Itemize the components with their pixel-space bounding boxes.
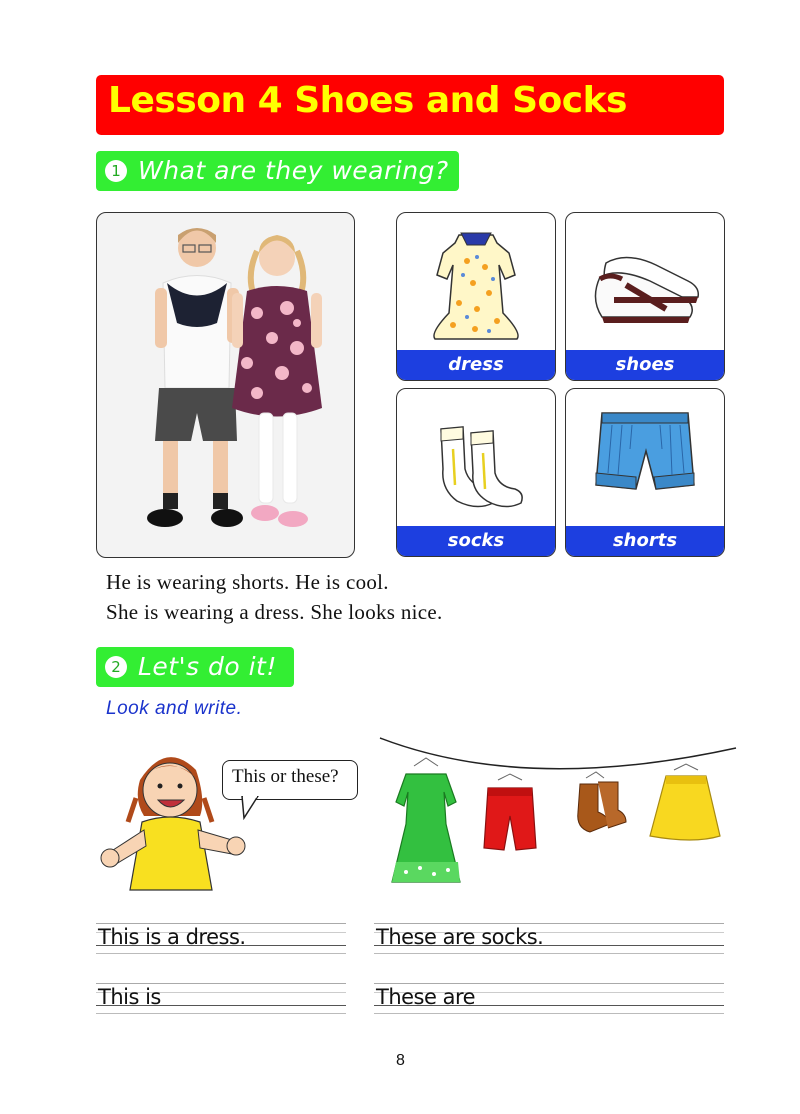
section-2-number: 2	[105, 656, 127, 678]
write-answer-left-2[interactable]: This is	[98, 985, 161, 1009]
write-answer-left-1: This is a dress.	[98, 925, 246, 949]
write-answer-right-1: These are socks.	[376, 925, 544, 949]
instruction-text: Look and write.	[106, 698, 243, 719]
girl-figure	[232, 235, 322, 527]
vocab-card-socks	[396, 388, 556, 557]
children-photo	[96, 212, 355, 558]
vocab-label-shorts: shorts	[566, 526, 724, 556]
sentence-2: She is wearing a dress. She looks nice.	[106, 600, 443, 624]
vocab-label-socks: socks	[397, 526, 555, 556]
write-answer-right-2[interactable]: These are	[376, 985, 476, 1009]
page-number: 8	[396, 1052, 405, 1069]
socks-icon	[397, 389, 555, 526]
clothesline-illustration	[376, 732, 740, 902]
vocab-label-shoes: shoes	[566, 350, 724, 380]
vocab-card-dress	[396, 212, 556, 381]
speech-bubble-text: This or these?	[232, 766, 339, 787]
lesson-title: Lesson 4 Shoes and Socks	[108, 80, 627, 121]
shoes-icon	[566, 213, 724, 350]
vocab-label-dress: dress	[397, 350, 555, 380]
section-1-title: What are they wearing?	[138, 156, 449, 185]
speech-bubble-tail	[238, 796, 262, 820]
dress-icon	[397, 213, 555, 350]
section-2-title: Let's do it!	[138, 652, 277, 681]
boy-figure	[147, 228, 243, 527]
section-1-number: 1	[105, 160, 127, 182]
vocab-card-shorts	[565, 388, 725, 557]
vocab-card-shoes	[565, 212, 725, 381]
shorts-icon	[566, 389, 724, 526]
sentence-1: He is wearing shorts. He is cool.	[106, 570, 389, 594]
